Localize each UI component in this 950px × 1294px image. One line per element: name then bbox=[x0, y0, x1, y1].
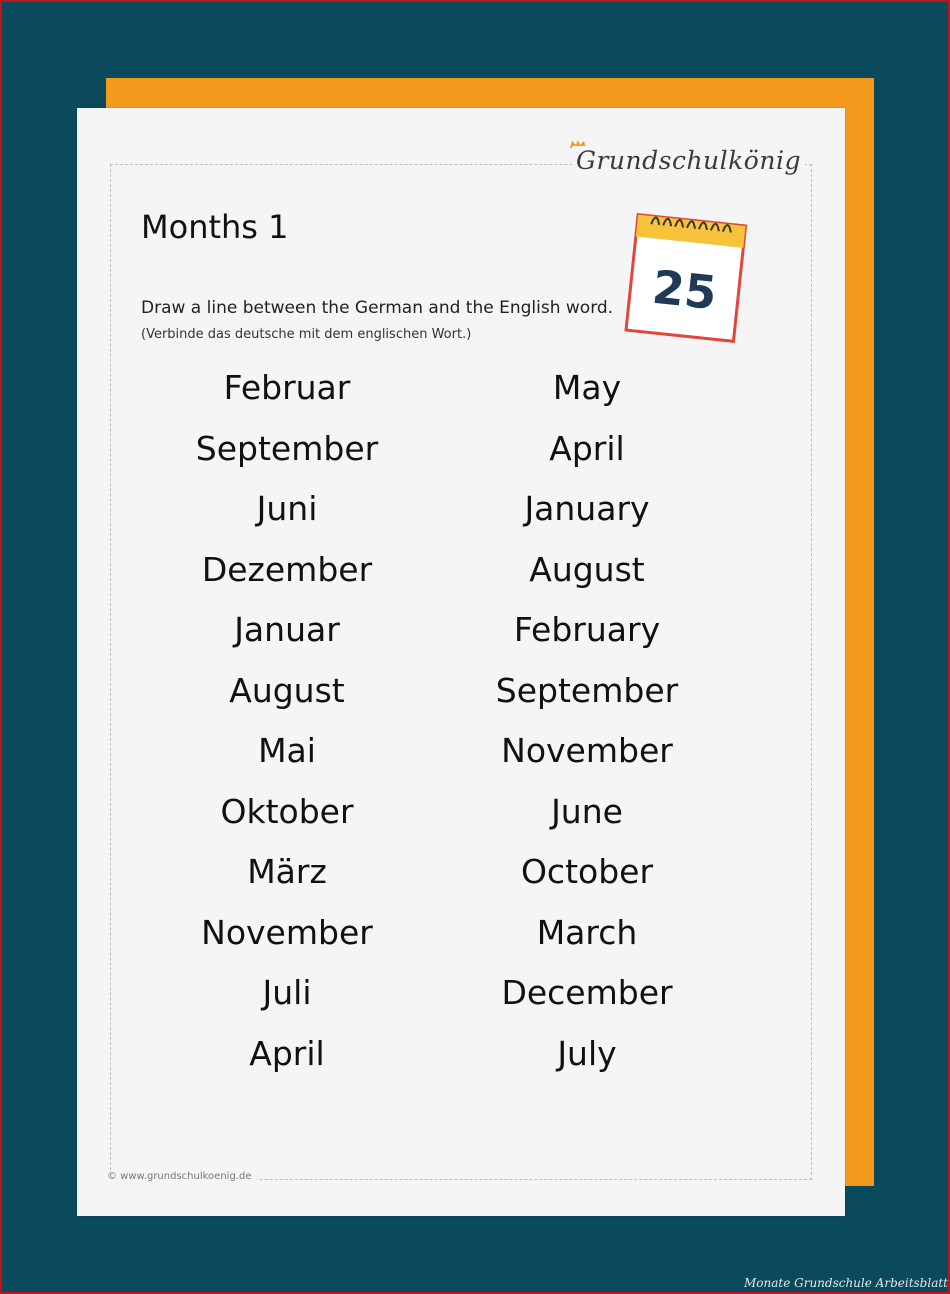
english-word: May bbox=[552, 368, 622, 407]
german-word: September bbox=[195, 428, 379, 468]
worksheet-page bbox=[77, 108, 845, 1216]
english-word: December bbox=[501, 973, 673, 1012]
english-word: August bbox=[529, 549, 645, 589]
english-word: July bbox=[557, 1033, 617, 1073]
english-word: June bbox=[551, 791, 623, 831]
german-word: Dezember bbox=[201, 549, 373, 589]
instruction-translation: (Verbinde das deutsche mit dem englischen Wort.) bbox=[141, 327, 472, 342]
english-word: September bbox=[495, 670, 679, 710]
english-word: January bbox=[524, 489, 650, 528]
german-word: Juni bbox=[256, 489, 318, 528]
worksheet-title: Months 1 bbox=[141, 208, 289, 246]
calendar-icon bbox=[622, 206, 750, 346]
german-word: März bbox=[247, 852, 327, 891]
english-word: February bbox=[513, 610, 661, 649]
instruction-text: Draw a line between the German and the English word. bbox=[141, 298, 614, 318]
brand-logo: Grundschulkönig bbox=[572, 146, 805, 175]
german-word-column bbox=[137, 358, 437, 1084]
german-word: November bbox=[201, 912, 373, 952]
english-word-column bbox=[437, 358, 737, 1084]
copyright-footer: © www.grundschulkoenig.de bbox=[107, 1171, 257, 1182]
german-word: Februar bbox=[223, 368, 351, 407]
english-word: April bbox=[549, 428, 625, 468]
image-caption: Monate Grundschule Arbeitsblatt bbox=[743, 1276, 948, 1290]
calendar-day: 25 bbox=[649, 259, 720, 321]
german-word: April bbox=[249, 1033, 325, 1073]
german-word: Oktober bbox=[220, 791, 354, 831]
german-word: Juli bbox=[262, 973, 312, 1012]
german-word: Mai bbox=[258, 731, 316, 770]
german-word: August bbox=[229, 670, 345, 710]
english-word: March bbox=[536, 912, 638, 952]
english-word: October bbox=[520, 852, 654, 891]
german-word: Januar bbox=[234, 610, 340, 649]
english-word: November bbox=[501, 731, 673, 770]
